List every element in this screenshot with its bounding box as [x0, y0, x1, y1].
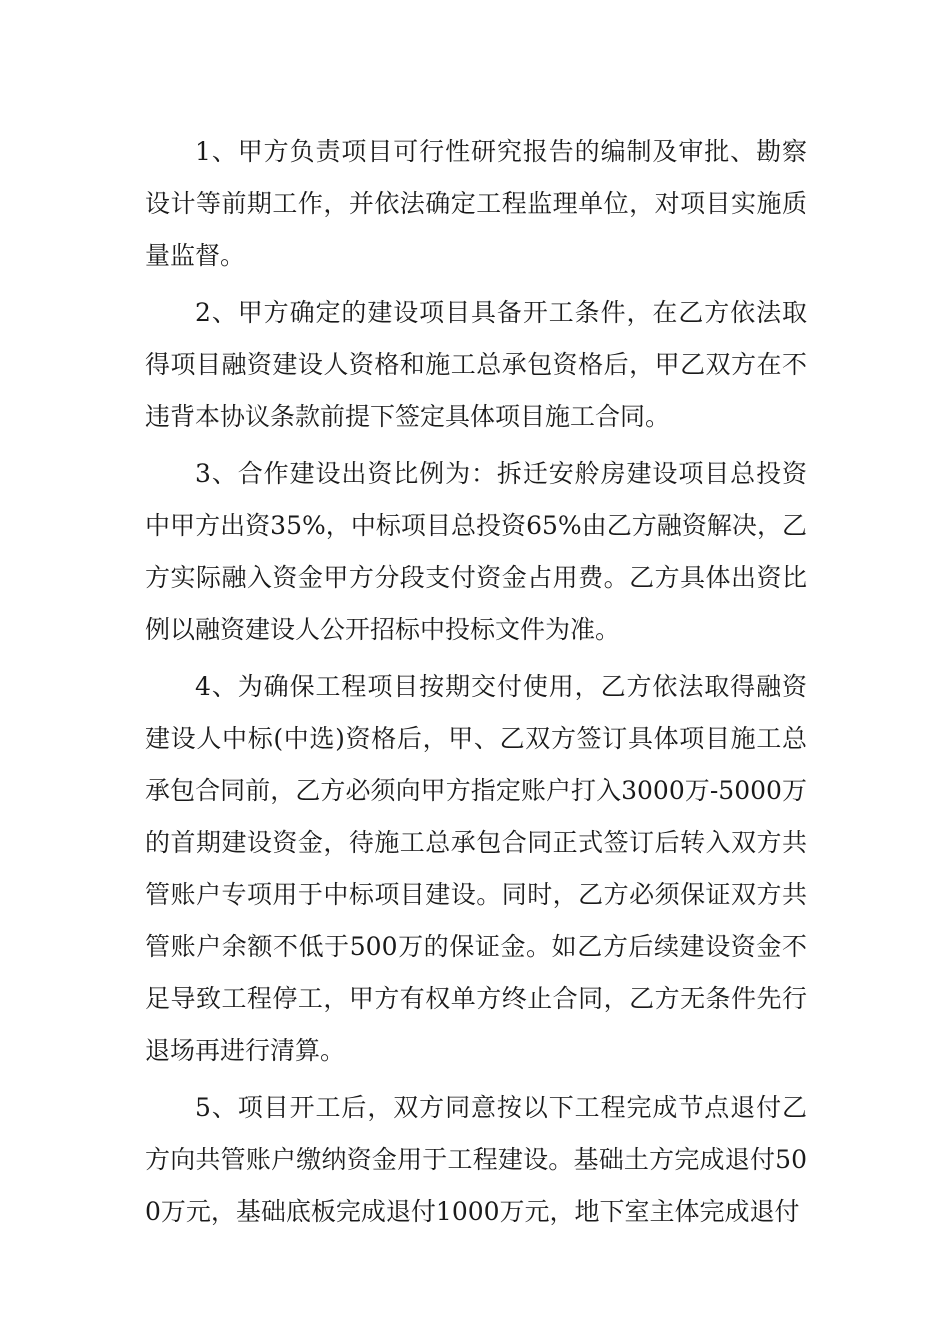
paragraph-2: 2、甲方确定的建设项目具备开工条件，在乙方依法取得项目融资建设人资格和施工总承包资格后，甲乙双方在不违背本协议条款前提下签定具体项目施工合同。 [145, 298, 807, 431]
document-body [145, 126, 807, 1243]
paragraph-1: 1、甲方负责项目可行性研究报告的编制及审批、勘察设计等前期工作，并依法确定工程监理单位，对项目实施质量监督。 [145, 137, 807, 270]
paragraph-3: 3、合作建设出资比例为：拆迁安舲房建设项目总投资中甲方出资35%，中标项目总投资65%由乙方融资解决，乙方实际融入资金甲方分段支付资金占用费。乙方具体出资比例以融资建设人公开招标中投标文件为准。 [145, 459, 807, 644]
paragraph-4: 4、为确保工程项目按期交付使用，乙方依法取得融资建设人中标(中选)资格后，甲、乙双方签订具体项目施工总承包合同前，乙方必须向甲方指定账户打入3000万-5000万的首期建设资金，待施工总承包合同正式签订后转入双方共管账户专项用于中标项目建设。同时，乙方必须保证双方共管账户余额不低于500万的保证金。如乙方后续建设资金不足导致工程停工，甲方有权单方终止合同，乙方无条件先行退场再进行清算。 [145, 672, 807, 1065]
paragraph-5: 5、项目开工后，双方同意按以下工程完成节点退付乙方向共管账户缴纳资金用于工程建设。基础土方完成退付500万元，基础底板完成退付1000万元，地下室主体完成退付 [145, 1093, 807, 1226]
